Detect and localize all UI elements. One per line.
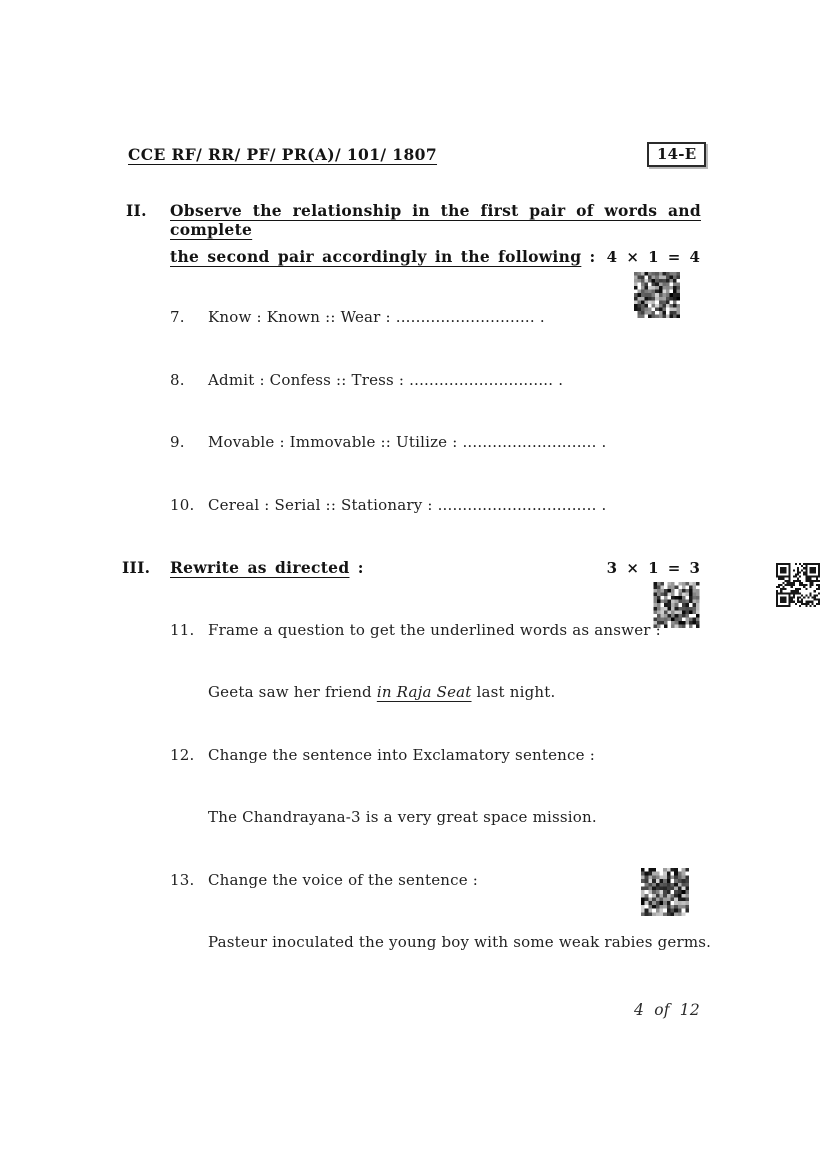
question-row-7: [170, 308, 730, 326]
section-ii-marks: 4 × 1 = 4: [606, 248, 701, 266]
question-row-11: [170, 621, 730, 639]
question-number: 13.: [170, 871, 195, 889]
qr-code: [776, 563, 820, 607]
question-row-8: [170, 371, 730, 389]
section-iii-marks: 3 × 1 = 3: [606, 559, 701, 577]
question-row-13: [170, 871, 630, 889]
question-number: 7.: [170, 308, 185, 326]
question-sentence: Pasteur inoculated the young boy with some weak rabies germs.: [208, 933, 712, 951]
question-text: Movable : Immovable :: Utilize : ........................... .: [208, 433, 607, 451]
question-number: 12.: [170, 746, 195, 764]
question-text: Cereal : Serial :: Stationary : ................................ .: [208, 496, 607, 514]
qr-code: [641, 868, 689, 916]
section-ii-numeral: II.: [126, 201, 147, 220]
question-number: 8.: [170, 371, 185, 389]
section-ii-heading-line1: Observe the relationship in the first pair of words and complete: [170, 201, 701, 239]
question-row-9: [170, 433, 730, 451]
paper-code: CCE RF/ RR/ PF/ PR(A)/ 101/ 1807: [128, 145, 438, 164]
question-prompt: Change the voice of the sentence :: [208, 871, 479, 889]
question-sentence: The Chandrayana-3 is a very great space mission.: [208, 808, 597, 826]
question-row-10: [170, 496, 730, 514]
question-sentence: Geeta saw her friend in Raja Seat last night.: [208, 683, 556, 701]
question-prompt: Frame a question to get the underlined words as answer :: [208, 621, 661, 639]
question-text: Admit : Confess :: Tress : ............................. .: [208, 371, 564, 389]
version-code-box: 14-E: [647, 142, 706, 167]
underlined-phrase: in Raja Seat: [376, 683, 472, 701]
page-number: 4 of 12: [634, 1001, 700, 1019]
section-iii-heading-line: Rewrite as directed : 3 × 1 = 3: [170, 558, 701, 577]
section-iii-numeral: III.: [122, 558, 151, 577]
question-text: Know : Known :: Wear : ............................ .: [208, 308, 545, 326]
section-ii-heading-line2: the second pair accordingly in the following : 4 × 1 = 4: [170, 247, 701, 266]
question-prompt: Change the sentence into Exclamatory sentence :: [208, 746, 595, 764]
question-number: 9.: [170, 433, 185, 451]
question-number: 11.: [170, 621, 195, 639]
question-number: 10.: [170, 496, 195, 514]
question-row-12: [170, 746, 730, 764]
